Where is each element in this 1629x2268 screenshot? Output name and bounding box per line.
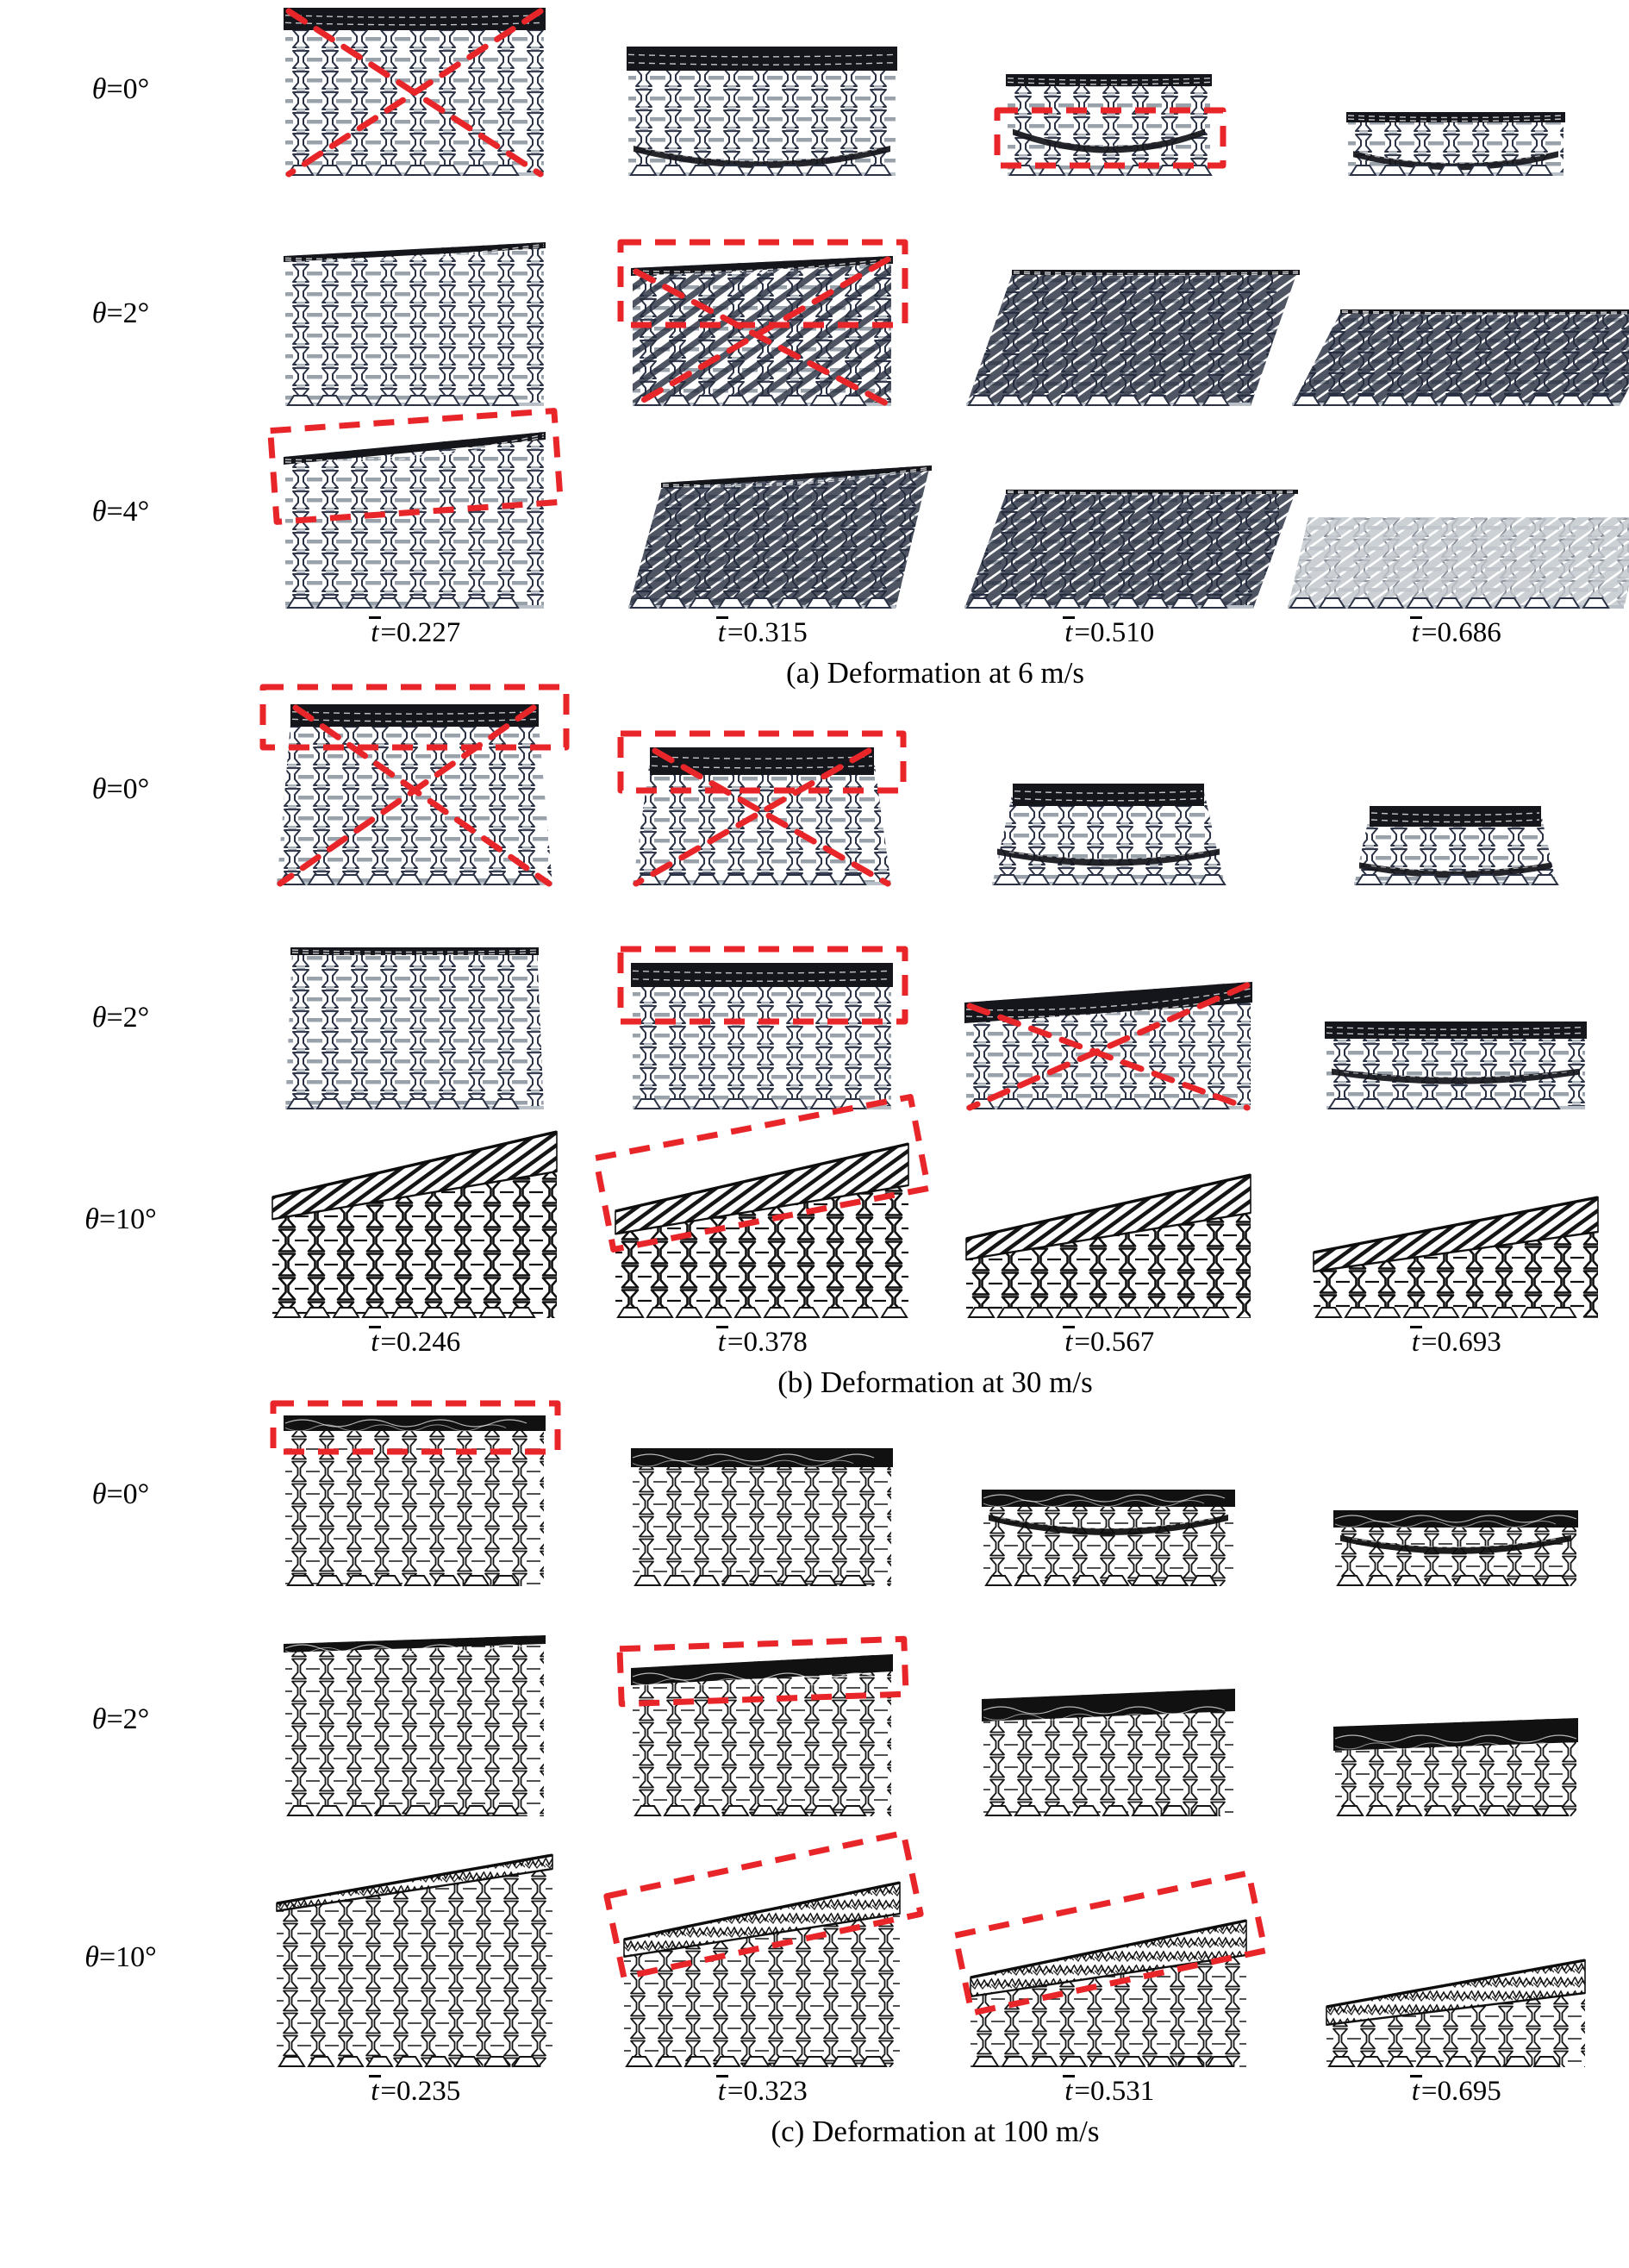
t-bar-symbol: t [1064, 1327, 1073, 1358]
time-row-spacer [0, 617, 241, 649]
t-bar-symbol: t [371, 1327, 379, 1358]
time-label [935, 2076, 1283, 2108]
time-label [589, 1327, 936, 1359]
specimen-figure [1348, 112, 1563, 176]
crush-band [982, 1490, 1235, 1507]
t-bar-symbol: t [1411, 617, 1420, 648]
specimen-cell [241, 1635, 589, 1816]
specimen-figure [966, 270, 1251, 406]
theta-symbol: θ [91, 297, 107, 329]
specimen-cells [241, 1415, 1629, 1586]
lattice-body [1309, 1692, 1602, 1842]
angle-value: =0° [106, 73, 150, 105]
specimen-figure [966, 1175, 1251, 1318]
specimen-cell [589, 947, 936, 1109]
specimen-cell [241, 428, 589, 609]
angle-label [0, 496, 241, 528]
lattice-body [1328, 780, 1582, 911]
crush-band [627, 47, 897, 71]
specimen-cell [1283, 1132, 1629, 1318]
specimen-cells [241, 704, 1629, 885]
time-value: =0.227 [380, 617, 461, 648]
specimen-figure [285, 242, 544, 406]
specimen-figure [1326, 1022, 1585, 1109]
t-bar-symbol: t [717, 617, 726, 648]
t-bar-symbol: t [371, 2076, 379, 2107]
angle-label [0, 1703, 241, 1736]
time-value: =0.693 [1420, 1327, 1501, 1358]
crush-band [290, 704, 539, 727]
specimen-cell [589, 242, 936, 406]
panel-caption: (a) Deformation at 6 m/s [785, 656, 1084, 690]
specimen-row [0, 1122, 1629, 1318]
specimen-cell [935, 947, 1283, 1109]
specimen-cell [241, 1855, 589, 2067]
specimen-figure [1314, 1197, 1598, 1318]
specimen-cell [241, 242, 589, 406]
specimen-cell [935, 8, 1283, 176]
specimen-cells [241, 947, 1629, 1109]
time-value: =0.531 [1074, 2076, 1155, 2107]
lattice-body [1301, 996, 1611, 1135]
specimen-cell [241, 8, 589, 176]
crush-band [631, 1448, 893, 1467]
angle-label [0, 1941, 241, 1974]
specimen-cell [1283, 947, 1629, 1109]
crush-band [284, 1415, 546, 1431]
theta-symbol: θ [84, 1940, 99, 1973]
specimen-cell [589, 704, 936, 885]
specimen-row [0, 3, 1629, 176]
specimen-cells [241, 1855, 1629, 2067]
specimen-cell [935, 1635, 1283, 1816]
specimen-cell [589, 1415, 936, 1586]
theta-symbol: θ [91, 73, 107, 105]
theta-symbol: θ [91, 773, 107, 805]
panel-caption: (c) Deformation at 100 m/s [771, 2115, 1100, 2148]
angle-value: =10° [98, 1203, 157, 1235]
specimen-figure [1288, 517, 1624, 609]
specimen-figure [992, 784, 1225, 885]
specimen-figure [633, 256, 891, 406]
specimen-cell [935, 242, 1283, 406]
specimen-figure [285, 1635, 544, 1816]
time-label [1283, 2076, 1629, 2108]
time-value: =0.315 [727, 617, 808, 648]
specimen-row [0, 1847, 1629, 2067]
specimen-figure [1335, 1718, 1576, 1816]
time-label [241, 617, 589, 649]
specimen-cell [1283, 1855, 1629, 2067]
angle-label [0, 1203, 241, 1236]
specimen-row [0, 694, 1629, 885]
specimen-cell [589, 1635, 936, 1816]
specimen-cell [1283, 428, 1629, 609]
specimen-cell [935, 428, 1283, 609]
panel-c [0, 1400, 1629, 2149]
theta-symbol: θ [91, 1703, 107, 1735]
time-label [935, 1327, 1283, 1359]
angle-label [0, 773, 241, 806]
angle-value: =2° [106, 297, 150, 329]
specimen-figure [964, 490, 1253, 609]
specimen-cells [241, 1132, 1629, 1318]
specimen-figure [277, 1855, 552, 2067]
panel-b [0, 690, 1629, 1400]
time-label [935, 617, 1283, 649]
angle-label [0, 297, 241, 330]
specimen-cell [935, 1855, 1283, 2067]
specimen-figure [277, 704, 552, 885]
angle-label [0, 73, 241, 106]
time-label [589, 2076, 936, 2108]
specimen-figure [628, 47, 896, 176]
t-bar-symbol: t [1411, 2076, 1420, 2107]
specimen-figure [1292, 309, 1620, 406]
specimen-figure [971, 1921, 1246, 2067]
specimen-figure [1354, 806, 1557, 885]
specimen-figure [285, 947, 544, 1109]
specimen-figure [633, 963, 891, 1109]
angle-value: =2° [106, 1002, 150, 1034]
specimen-figure [633, 1654, 891, 1816]
crush-band [1006, 74, 1212, 86]
lattice-body [1322, 86, 1589, 202]
specimen-cells [241, 242, 1629, 406]
panel-a [0, 0, 1629, 690]
angle-label [0, 1478, 241, 1511]
angle-value: =2° [106, 1703, 150, 1735]
specimen-figure [285, 1415, 544, 1586]
angle-value: =0° [106, 773, 150, 805]
angle-value: =10° [98, 1940, 157, 1973]
specimen-cell [935, 1132, 1283, 1318]
specimen-row [0, 1622, 1629, 1816]
specimen-figure [633, 1448, 891, 1586]
specimen-cells [241, 8, 1629, 176]
time-label [241, 1327, 589, 1359]
t-bar-symbol: t [717, 2076, 726, 2107]
time-labels-row [0, 1327, 1629, 1359]
specimen-cell [589, 428, 936, 609]
time-label [589, 617, 936, 649]
time-row-spacer [0, 2076, 241, 2108]
specimen-row [0, 221, 1629, 406]
crush-band [284, 8, 546, 30]
specimen-figure [983, 1689, 1233, 1816]
t-bar-symbol: t [371, 617, 379, 648]
theta-symbol: θ [91, 1478, 107, 1510]
angle-value: =4° [106, 495, 150, 528]
specimen-cell [589, 8, 936, 176]
specimen-cell [1283, 1635, 1629, 1816]
specimen-cell [589, 1855, 936, 2067]
specimen-cells [241, 428, 1629, 609]
specimen-cell [241, 1132, 589, 1318]
time-value: =0.246 [380, 1327, 461, 1358]
crush-band [631, 963, 893, 987]
specimen-figure [624, 1883, 900, 2067]
specimen-cells [241, 1635, 1629, 1816]
crush-band [1325, 1022, 1587, 1039]
t-bar-symbol: t [1064, 617, 1073, 648]
specimen-cell [935, 1415, 1283, 1586]
t-bar-symbol: t [717, 1327, 726, 1358]
time-label [1283, 617, 1629, 649]
lattice-body [958, 1464, 1259, 1612]
specimen-figure [285, 428, 544, 609]
time-value: =0.567 [1074, 1327, 1155, 1358]
time-value: =0.695 [1420, 2076, 1501, 2107]
specimen-figure [615, 1144, 908, 1318]
specimen-row [0, 415, 1629, 609]
time-value: =0.235 [380, 2076, 461, 2107]
specimen-figure [966, 982, 1251, 1109]
specimen-figure [285, 8, 544, 176]
angle-label [0, 1002, 241, 1034]
specimen-cell [1283, 704, 1629, 885]
specimen-row [0, 1403, 1629, 1586]
specimen-cell [1283, 242, 1629, 406]
specimen-figure [633, 747, 891, 885]
panel-caption: (b) Deformation at 30 m/s [777, 1365, 1093, 1399]
t-bar-symbol: t [1064, 2076, 1073, 2107]
specimen-figure [628, 465, 896, 609]
specimen-figure [1335, 1510, 1576, 1586]
theta-symbol: θ [91, 1002, 107, 1034]
crush-band [1370, 806, 1541, 827]
specimen-cell [1283, 1415, 1629, 1586]
theta-symbol: θ [91, 495, 107, 528]
time-value: =0.378 [727, 1327, 808, 1358]
time-label [241, 2076, 589, 2108]
time-value: =0.323 [727, 2076, 808, 2107]
t-bar-symbol: t [1411, 1327, 1420, 1358]
specimen-figure [1008, 74, 1210, 176]
time-label [1283, 1327, 1629, 1359]
angle-value: =0° [106, 1478, 150, 1510]
specimen-cell [935, 704, 1283, 885]
crush-band [1013, 784, 1204, 806]
specimen-row [0, 927, 1629, 1109]
specimen-cell [241, 1415, 589, 1586]
specimen-figure [1326, 1960, 1585, 2067]
specimen-cell [1283, 8, 1629, 176]
time-labels-row [0, 617, 1629, 649]
specimen-figure [983, 1490, 1233, 1586]
theta-symbol: θ [84, 1203, 99, 1235]
time-value: =0.686 [1420, 617, 1501, 648]
time-labels-row [0, 2076, 1629, 2108]
specimen-cell [241, 704, 589, 885]
lattice-body [966, 758, 1251, 911]
lattice-body [982, 48, 1236, 202]
time-row-spacer [0, 1327, 241, 1359]
specimen-cell [589, 1132, 936, 1318]
specimen-cell [241, 947, 589, 1109]
specimen-figure [272, 1132, 557, 1318]
crush-band [650, 747, 874, 775]
time-value: =0.510 [1074, 617, 1155, 648]
